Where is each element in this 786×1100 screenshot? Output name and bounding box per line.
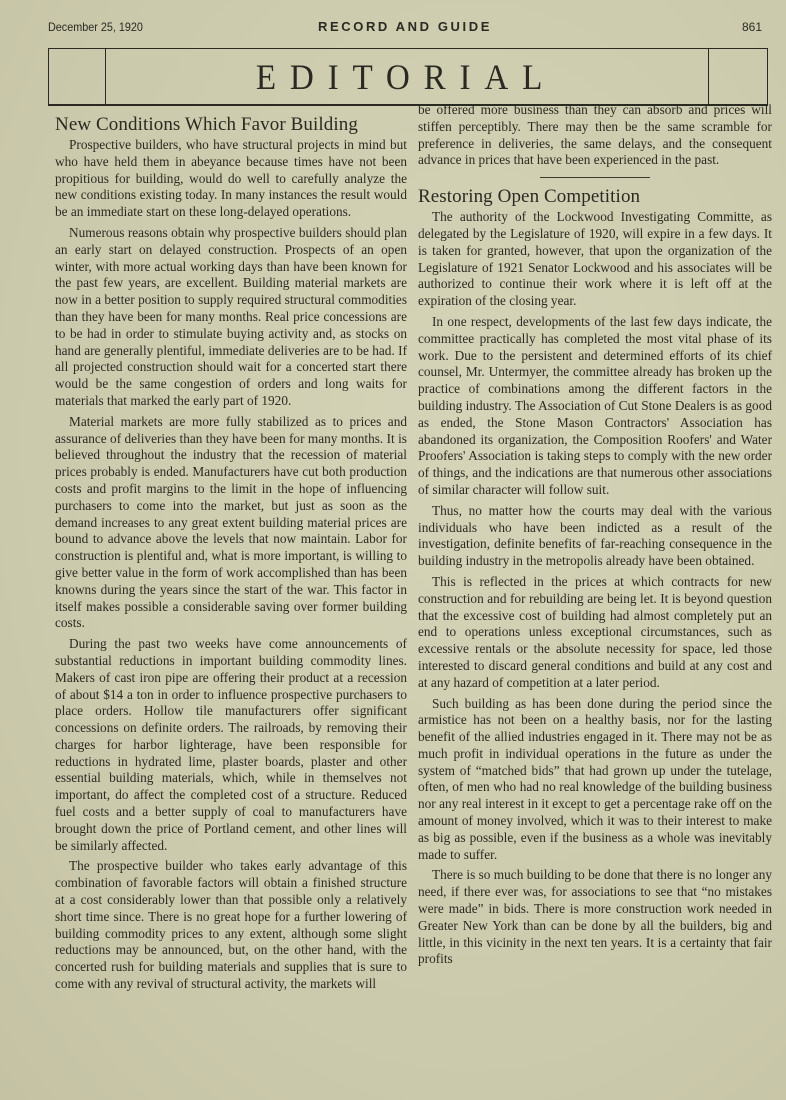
column-right (418, 102, 772, 972)
running-head (48, 20, 762, 40)
article-paragraph: Thus, no matter how the courts may deal with the various individuals who have been indicted as a result of the investigation, definite benefits of far-reaching consequence in the building industry in the metropolis already have been obtained. (418, 502, 772, 569)
article-paragraph: The prospective builder who takes early advantage of this combination of favorable factors will obtain a finished structure at a cost considerably lower than that possible only a relatively short time since. There is no great hope for a further lowering of building commodity prices to any extent, although some slight reductions may be announced, but, on the other hand, with the concerted rush for building materials and supplies that is sure to come with any revival of structural activity, the markets will (55, 858, 407, 992)
section-title: EDITORIAL (255, 57, 557, 97)
article-paragraph: Numerous reasons obtain why prospective builders should plan an early start on delayed construction. Prospects of an open winter, with more actual working days than have been known for the past few years, are excellent. Building material markets are now in a better position to supply required structural commodities than they have been for many months. Real price concessions are to be had in order to stimulate buying activity and, as stocks on hand are generally plentiful, immediate deliveries are to be had. If all projected construction should wait for a concerted start there would be the same congestion of orders and long waits for materials that marked the early part of 1920. (55, 224, 407, 408)
article-heading: New Conditions Which Favor Building (55, 114, 358, 135)
article-paragraph-continued: be offered more business than they can absorb and prices will stiffen perceptibly. There may then be the same scramble for preference in deliveries, the same delays, and the consequent advance in prices that have been experienced in the past. (418, 102, 772, 168)
article-heading: Restoring Open Competition (418, 186, 641, 208)
article-paragraph: There is so much building to be done that there is no longer any need, if there ever was, for associations to see that “no mistakes were made” in bids. There is more construction work needed in Greater New York than can be done by all the builders, big and little, in this vicinity in the next ten years. It is a certainty that fair profits (418, 867, 772, 967)
section-banner (48, 48, 768, 106)
column-left (55, 114, 407, 997)
section-divider-rule (540, 177, 650, 178)
publication-title: RECORD AND GUIDE (317, 19, 492, 34)
article-paragraph: The authority of the Lockwood Investigating Committe, as delegated by the Legislature of 1920, will expire in a few days. It is taken for granted, however, that upon the organization of the Legislature of 1921 Senator Lockwood and his associates will be authorized to continue their work where it is left off at the expiration of the closing year. (418, 209, 772, 309)
issue-date: December 25, 1920 (48, 20, 143, 34)
article-paragraph: In one respect, developments of the last few days indicate, the committee practically has completed the most vital phase of its work. Due to the persistent and determined efforts of its chief counsel, Mr. Untermyer, the committee already has broken up the practice of combinations among the different factors in the building industry. The Association of Cut Stone Dealers is as good as ended, the Stone Mason Contractors' Association has abandoned its organization, the Composition Roofers' and Water Proofers' Association is taking steps to comply with the new order of things, and the indications are that numerous other associations of similar character will follow suit. (418, 313, 772, 497)
banner-divider-right (708, 49, 709, 104)
banner-divider-left (105, 49, 106, 104)
article-paragraph: Material markets are more fully stabilized as to prices and assurance of deliveries than they have been for many months. It is believed throughout the industry that the recession of material prices probably is ended. Manufacturers have cut both production costs and profit margins to the limit in the hope of influencing purchasers to come into the market, but just as soon as the demand increases to any great extent building material prices are bound to advance above the levels that now maintain. Labor for construction is plentiful and, what is more important, is willing to give better value in the form of work accomplished than has been knowns during the years since the start of the war. This factor in itself makes possible a considerable saving over former building costs. (55, 413, 407, 631)
article-paragraph: Prospective builders, who have structural projects in mind but who have held them in abeyance because times have not been propitious for building, would do well to carefully analyze the new conditions existing today. In many instances the result would be an immediate start on these long-delayed operations. (55, 137, 407, 220)
article-paragraph: Such building as has been done during the period since the armistice has not been on a healthy basis, nor for the lasting benefit of the allied industries engaged in it. There may not be as much profit in individual operations in the future as under the system of “matched bids” that had grown up under the tutelage, often, of men who had no real knowledge of the building business nor any real interest in it except to get a percentage rake off on the amount of money involved, which it was to their interest to make as big as possible, even if the business as a whole was inevitably made to suffer. (418, 695, 772, 862)
article-paragraph: During the past two weeks have come announcements of substantial reductions in important building commodity lines. Makers of cast iron pipe are offering their product at a recession of about $14 a ton in order to influence prospective purchasers to place orders. Hollow tile manufacturers offer significant concessions on definite orders. The railroads, by removing their charges for harbor lighterage, have been responsible for reductions in hydrated lime, plaster boards, plaster and other essential building materials, which, while in themselves not important, do affect the completed cost of a structure. Reduced fuel costs and a better supply of coal to manufacturers have brought down the price of Portland cement, and other lines will be similarly affected. (55, 636, 407, 853)
page-number: 861 (741, 20, 762, 34)
article-paragraph: This is reflected in the prices at which contracts for new construction and for rebuilding are being let. It is beyond question that the excessive cost of building had almost completely put an end to operations unless exceptional circumstances, such as excessive rentals or the absolute necessity for space, led those interested to discard general conditions and build at any cost and at any hazard of competition at a later period. (418, 573, 772, 690)
